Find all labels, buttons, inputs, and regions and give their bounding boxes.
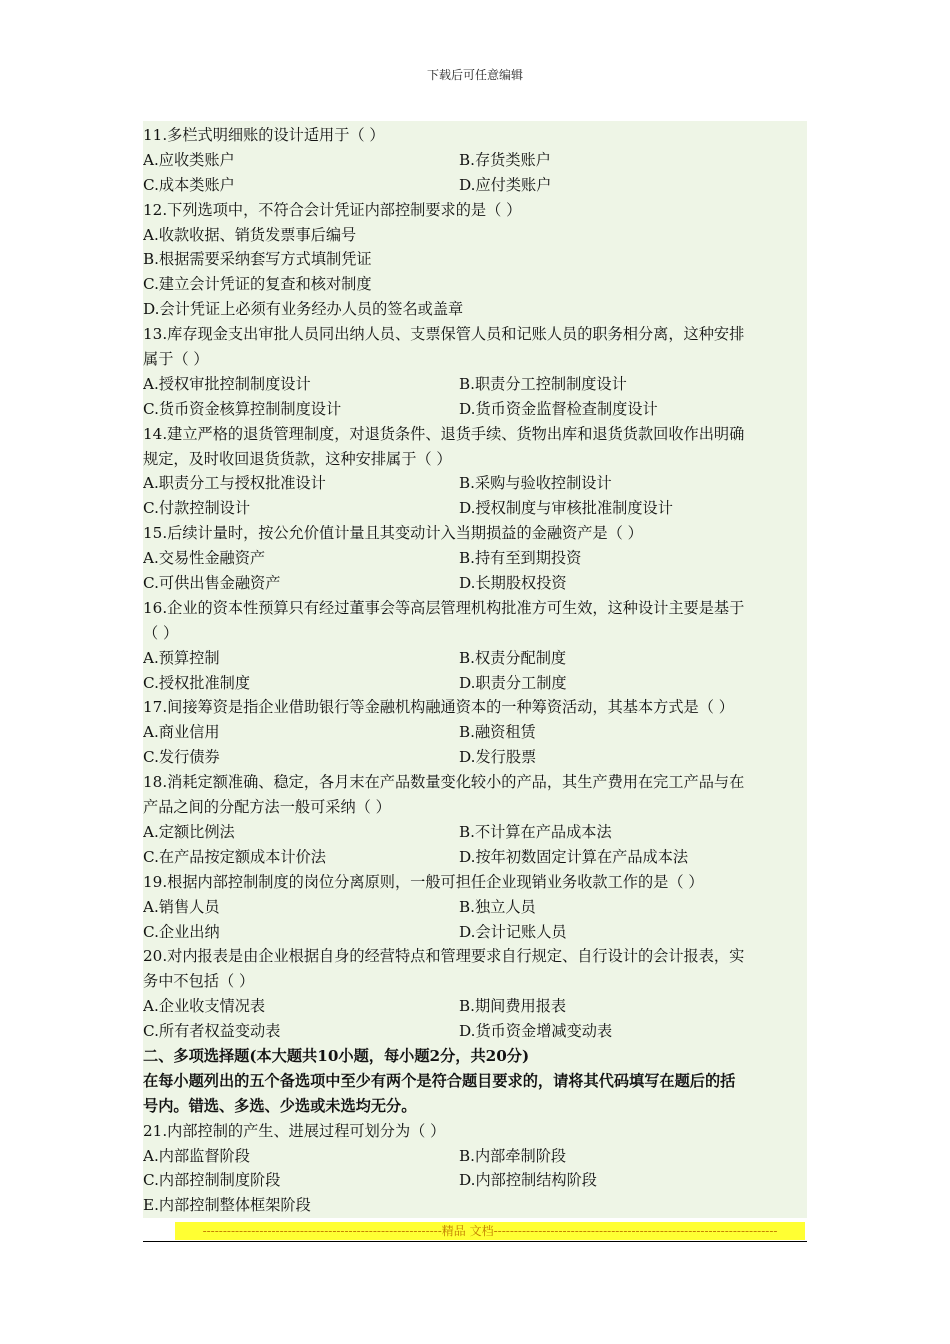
option-row xyxy=(143,397,807,422)
option-d: D.应付类账户 xyxy=(459,175,552,194)
option-row xyxy=(143,1019,807,1044)
option-d: D.职责分工制度 xyxy=(459,673,567,692)
option-b: B.内部牵制阶段 xyxy=(459,1146,567,1165)
option-row xyxy=(143,820,807,845)
option-a: A.收款收据、销货发票事后编号 xyxy=(143,225,357,244)
emphasis-char: 包 xyxy=(188,972,204,991)
option-b: B.存货类账户 xyxy=(459,150,551,169)
question-stem: 13.库存现金支出审批人员同出纳人员、支票保管人员和记账人员的职务相分离，这种安排 xyxy=(143,325,745,344)
option-a: A.商业信用 xyxy=(143,723,220,742)
question-stem-cont xyxy=(143,969,807,994)
option-c: C.可供出售金融资产 xyxy=(143,574,281,593)
question-stem: 11.多栏式明细账的设计适用于（ ） xyxy=(143,126,385,144)
option-d: D.会计记账人员 xyxy=(459,922,567,941)
option-b: B.职责分工控制制度设计 xyxy=(459,374,627,393)
option-row xyxy=(143,646,807,671)
option-d: D.货币资金增减变动表 xyxy=(459,1022,613,1041)
option-b: B.权责分配制度 xyxy=(459,648,567,667)
option-c: C.付款控制设计 xyxy=(143,499,251,518)
option-row xyxy=(143,546,807,571)
option-c: C.发行债券 xyxy=(143,748,220,767)
stem-text: （ ） xyxy=(218,972,255,991)
option-a: A.授权审批控制制度设计 xyxy=(143,374,311,393)
option-d: D.发行股票 xyxy=(459,748,537,767)
question-stem: 19.根据内部控制制度的岗位分离原则，一般可担任企业现销业务收款工作的是（ ） xyxy=(143,872,704,891)
question-stem: 21.内部控制的产生、进展过程可划分为（ ） xyxy=(143,1121,446,1140)
option-row xyxy=(143,1168,807,1193)
emphasis-char: 不 xyxy=(258,200,274,219)
option-a: A.交易性金融资产 xyxy=(143,549,266,568)
option-a: A.定额比例法 xyxy=(143,822,235,841)
option-d: D.会计凭证上必须有业务经办人员的签名或盖章 xyxy=(143,300,464,319)
option-a: A.预算控制 xyxy=(143,648,220,667)
question-stem-cont: （ ） xyxy=(143,623,179,642)
option-c: C.所有者权益变动表 xyxy=(143,1022,281,1041)
option-row xyxy=(143,720,807,745)
option-b: B.采购与验收控制设计 xyxy=(459,474,612,493)
section-instructions-cont: 号内。错选、多选、少选或未选均无分。 xyxy=(143,1096,417,1115)
emphasis-char: 括 xyxy=(203,972,219,991)
page-header: 下载后可任意编辑 xyxy=(426,68,523,82)
option-c: C.内部控制制度阶段 xyxy=(143,1171,281,1190)
option-row xyxy=(143,671,807,696)
option-row xyxy=(143,920,807,945)
question-stem: 15.后续计量时，按公允价值计量且其变动计入当期损益的金融资产是（ ） xyxy=(143,524,643,543)
option-c: C.建立会计凭证的复查和核对制度 xyxy=(143,275,372,294)
option-row xyxy=(143,173,807,198)
option-row xyxy=(143,471,807,496)
option-c: C.企业出纳 xyxy=(143,922,220,941)
question-stem-cont: 产品之间的分配方法一般可采纳（ ） xyxy=(143,798,391,817)
question-stem xyxy=(143,198,807,223)
option-a: A.应收类账户 xyxy=(143,150,235,169)
option-a: A.职责分工与授权批准设计 xyxy=(143,474,326,493)
option-row xyxy=(143,745,807,770)
option-c: C.授权批准制度 xyxy=(143,673,251,692)
option-row xyxy=(143,372,807,397)
question-stem: 18.消耗定额准确、稳定，各月末在产品数量变化较小的产品，其生产费用在完工产品与在 xyxy=(143,773,745,792)
option-row xyxy=(143,1144,807,1169)
footer-divider xyxy=(143,1241,807,1242)
emphasis-char: 合 xyxy=(288,200,304,219)
option-a: A.销售人员 xyxy=(143,897,220,916)
option-d: D.货币资金监督检查制度设计 xyxy=(459,399,658,418)
option-a: A.内部监督阶段 xyxy=(143,1146,250,1165)
question-stem-cont: 属于（ ） xyxy=(143,350,209,369)
option-c: C.货币资金核算控制制度设计 xyxy=(143,399,342,418)
option-a: A.企业收支情况表 xyxy=(143,997,266,1016)
question-stem: 17.间接筹资是指企业借助银行等金融机构融通资本的一种筹资活动，其基本方式是（ ） xyxy=(143,698,734,717)
option-d: D.按年初数固定计算在产品成本法 xyxy=(459,847,689,866)
option-row xyxy=(143,571,807,596)
option-row xyxy=(143,895,807,920)
option-d: D.授权制度与审核批准制度设计 xyxy=(459,499,673,518)
stem-text: 12.下列选项中， xyxy=(143,200,259,219)
option-b: B.期间费用报表 xyxy=(459,997,567,1016)
option-b: B.不计算在产品成本法 xyxy=(459,822,612,841)
option-d: D.内部控制结构阶段 xyxy=(459,1171,597,1190)
option-b: B.根据需要采纳套写方式填制凭证 xyxy=(143,250,372,269)
option-c: C.在产品按定额成本计价法 xyxy=(143,847,326,866)
question-stem: 16.企业的资本性预算只有经过董事会等高层管理机构批准方可生效，这种设计主要是基于 xyxy=(143,598,745,617)
option-row xyxy=(143,845,807,870)
question-stem: 20.对内报表是由企业根据自身的经营特点和管理要求自行规定、自行设计的会计报表，实 xyxy=(143,947,745,966)
option-b: B.持有至到期投资 xyxy=(459,549,582,568)
footer-banner: -----------------------------------------------------------精品 文档---------------------------------------------------------------------- xyxy=(175,1222,805,1240)
option-row xyxy=(143,496,807,521)
option-b: B.融资租赁 xyxy=(459,723,536,742)
option-row xyxy=(143,994,807,1019)
section-instructions: 在每小题列出的五个备选项中至少有两个是符合题目要求的，请将其代码填写在题后的括 xyxy=(143,1071,736,1090)
question-stem: 14.建立严格的退货管理制度，对退货条件、退货手续、货物出库和退货货款回收作出明确 xyxy=(143,424,745,443)
option-b: B.独立人员 xyxy=(459,897,536,916)
exam-content xyxy=(143,121,807,1218)
option-e: E.内部控制整体框架阶段 xyxy=(143,1196,311,1215)
option-c: C.成本类账户 xyxy=(143,175,235,194)
emphasis-char: 符 xyxy=(273,200,289,219)
option-d: D.长期股权投资 xyxy=(459,574,567,593)
question-stem-cont: 规定，及时收回退货货款，这种安排属于（ ） xyxy=(143,449,452,468)
stem-text: 务中 xyxy=(143,972,174,991)
option-row xyxy=(143,148,807,173)
emphasis-char: 不 xyxy=(173,972,189,991)
section-title: 二、多项选择题(本大题共10小题，每小题2分，共20分) xyxy=(143,1046,530,1065)
stem-text: 会计凭证内部控制要求的是（ ） xyxy=(303,200,522,219)
